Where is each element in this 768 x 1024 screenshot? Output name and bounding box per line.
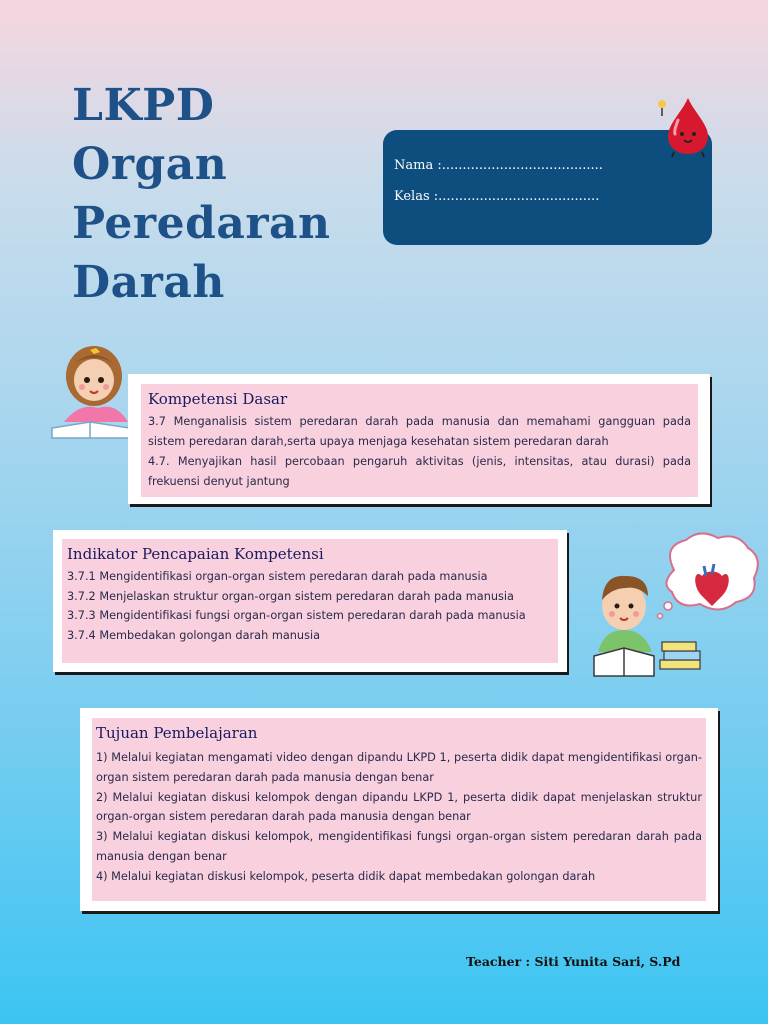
- indikator-card: [53, 530, 567, 672]
- kelas-label: Kelas: [394, 189, 430, 204]
- girl-reading-illustration: [50, 342, 134, 442]
- nama-value: :.......................................: [437, 158, 603, 173]
- kompetensi-dasar-item: 3.7 Menganalisis sistem peredaran darah pada manusia dan memahami gangguan pada sistem peredaran darah,serta upaya menjaga kesehatan sistem peredaran darah: [148, 415, 691, 448]
- books-stack-icon: [660, 642, 700, 669]
- indikator-item: 3.7.4 Membedakan golongan darah manusia: [67, 628, 321, 642]
- kelas-field[interactable]: [394, 189, 599, 204]
- indikator-item: 3.7.1 Mengidentifikasi organ-organ sistem peredaran darah pada manusia: [67, 570, 488, 583]
- tujuan-item: 3) Melalui kegiatan diskusi kelompok, mengidentifikasi fungsi organ-organ sistem peredaran darah pada manusia dengan benar: [96, 830, 702, 863]
- tujuan-panel: [92, 718, 706, 901]
- kompetensi-dasar-heading: Kompetensi Dasar: [148, 390, 288, 408]
- tujuan-card: [80, 708, 718, 911]
- nama-field[interactable]: [394, 158, 603, 173]
- tujuan-heading: Tujuan Pembelajaran: [96, 724, 258, 742]
- title-line-3: Peredaran: [72, 198, 331, 249]
- tujuan-item: 1) Melalui kegiatan mengamati video dengan dipandu LKPD 1, peserta didik dapat mengidentifikasi organ-organ sistem peredaran darah pada manusia dengan benar: [96, 751, 702, 784]
- kompetensi-dasar-item: 4.7. Menyajikan hasil percobaan pengaruh aktivitas (jenis, intensitas, atau durasi) pada frekuensi denyut jantung: [148, 455, 691, 488]
- boy-reading-illustration: [588, 530, 764, 682]
- tujuan-item: 4) Melalui kegiatan diskusi kelompok, peserta didik dapat membedakan golongan darah: [96, 869, 596, 883]
- title-line-4: Darah: [72, 257, 225, 308]
- indikator-item: 3.7.3 Mengidentifikasi fungsi organ-organ sistem peredaran darah pada manusia: [67, 609, 526, 622]
- kompetensi-dasar-panel: [141, 384, 698, 497]
- document-title: [72, 76, 331, 312]
- title-line-2: Organ: [72, 139, 228, 190]
- blood-drop-mascot-icon: [652, 94, 716, 158]
- nama-label: Nama: [394, 158, 434, 173]
- indikator-heading: Indikator Pencapaian Kompetensi: [67, 545, 324, 563]
- kompetensi-dasar-card: [128, 374, 710, 504]
- tujuan-item: 2) Melalui kegiatan diskusi kelompok dengan dipandu LKPD 1, peserta didik dapat menjelaskan struktur organ-organ sistem peredaran darah pada manusia dengan benar: [96, 790, 702, 824]
- teacher-credit: Teacher : Siti Yunita Sari, S.Pd: [466, 954, 681, 969]
- title-line-1: LKPD: [72, 80, 215, 131]
- kelas-value: :.......................................: [433, 189, 600, 204]
- indikator-panel: [62, 539, 558, 663]
- indikator-item: 3.7.2 Menjelaskan struktur organ-organ sistem peredaran darah pada manusia: [67, 589, 514, 603]
